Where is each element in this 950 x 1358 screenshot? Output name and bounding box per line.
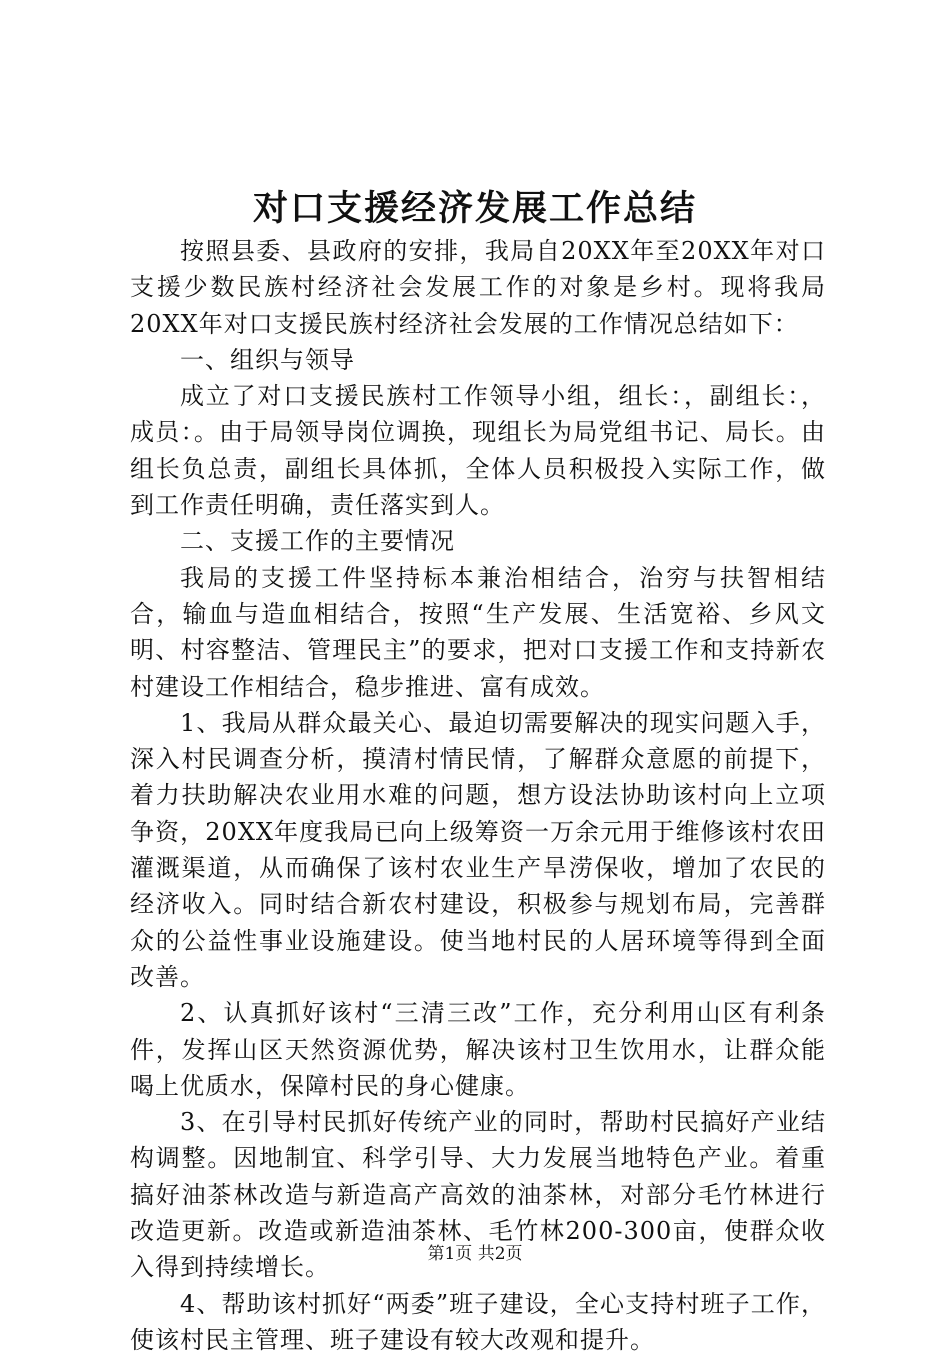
paragraph-item-3: 3、在引导村民抓好传统产业的同时，帮助村民搞好产业结构调整。因地制宜、科学引导、大力发展当地特色产业。着重搞好油茶林改造与新造高产高效的油茶林，对部分毛竹林进行改造更新。改造或新造油茶林、毛竹林200-300亩，使群众收入得到持续增长。: [130, 1108, 826, 1282]
document-title: 对口支援经济发展工作总结: [252, 188, 697, 229]
paragraph-main-work: 我局的支援工件坚持标本兼治相结合，治穷与扶智相结合，输血与造血相结合，按照“生产发展、生活宽裕、乡风文明、村容整洁、管理民主”的要求，把对口支援工作和支持新农村建设工作相结合，稳步推进、富有成效。: [130, 563, 826, 701]
paragraph-organization: 成立了对口支援民族村工作领导小组，组长：，副组长：，成员：。由于局领导岗位调换，现组长为局党组书记、局长。由组长负总责，副组长具体抓，全体人员积极投入实际工作，做到工作责任明确，责任落实到人。: [130, 382, 826, 520]
paragraph-intro: 按照县委、县政府的安排，我局自20XX年至20XX年对口支援少数民族村经济社会发展工作的对象是乡村。现将我局20XX年对口支援民族村经济社会发展的工作情况总结如下：: [130, 237, 826, 338]
paragraph-item-2: 2、认真抓好该村“三清三改”工作，充分利用山区有利条件，发挥山区天然资源优势，解决该村卫生饮用水，让群众能喝上优质水，保障村民的身心健康。: [130, 999, 826, 1100]
section-heading-main-work: 二、支援工作的主要情况: [180, 527, 455, 556]
document-body: [130, 233, 826, 1358]
paragraph-item-1: 1、我局从群众最关心、最迫切需要解决的现实问题入手，深入村民调查分析，摸清村情民情，了解群众意愿的前提下，着力扶助解决农业用水难的问题，想方设法协助该村向上立项争资，20XX年度我局已向上级筹资一万余元用于维修该村农田灌溉渠道，从而确保了该村农业生产旱涝保收，增加了农民的经济收入。同时结合新农村建设，积极参与规划布局，完善群众的公益性事业设施建设。使当地村民的人居环境等得到全面改善。: [130, 708, 826, 991]
page-footer: 第1页 共2页: [427, 1244, 523, 1264]
section-heading-organization: 一、组织与领导: [180, 345, 355, 374]
paragraph-item-4: 4、帮助该村抓好“两委”班子建设，全心支持村班子工作，使该村民主管理、班子建设有较大改观和提升。: [130, 1289, 826, 1354]
